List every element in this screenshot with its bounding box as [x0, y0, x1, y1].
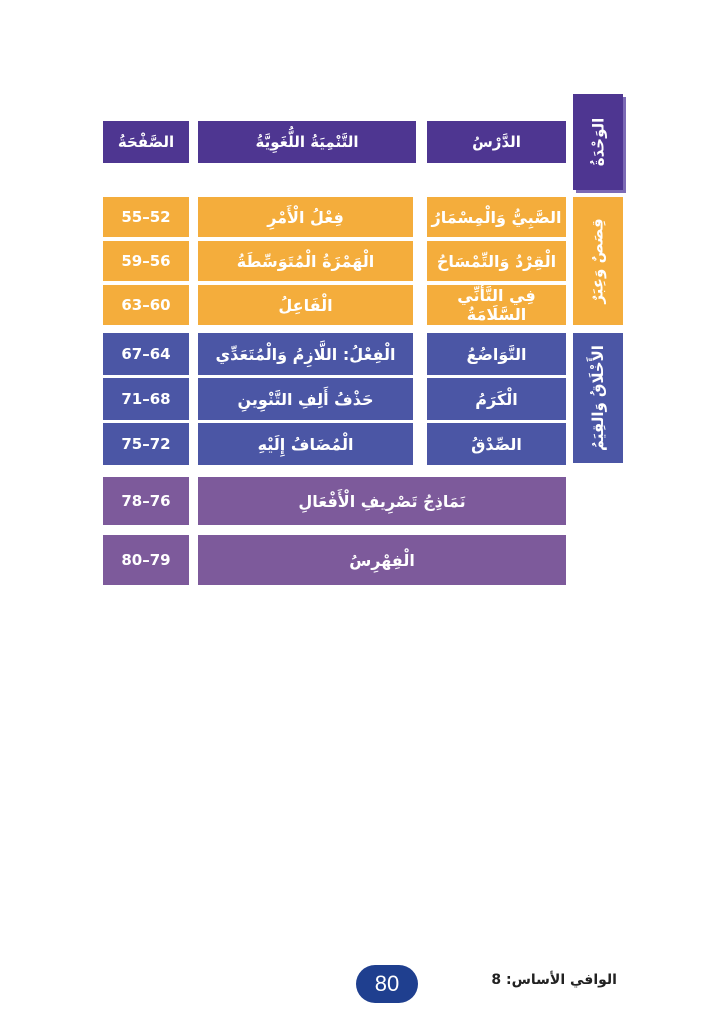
- unit-morals-label: الأَخْلَاقُ وَالقِيَمُ: [589, 345, 607, 451]
- lesson-cell: فِي التَّأَنِّي السَّلَامَةُ: [427, 285, 566, 325]
- page-cell: 78–76: [103, 477, 189, 525]
- page-cell: 59–56: [103, 241, 189, 281]
- language-cell: الْمُضَافُ إِلَيْهِ: [198, 423, 413, 465]
- book-label: الوافي الأساس: 8: [491, 972, 617, 988]
- unit-header-label: الوَحْدَةُ: [588, 117, 607, 167]
- language-header: التَّنْمِيَةُ اللُّغَوِيَّةُ: [198, 121, 416, 163]
- unit-header: [573, 94, 623, 190]
- language-cell: حَذْفُ أَلِفِ التَّنْوِينِ: [198, 378, 413, 420]
- verb-models-cell: نَمَاذِجُ تَصْرِيفِ الْأَفْعَالِ: [198, 477, 566, 525]
- page-cell: 63–60: [103, 285, 189, 325]
- page-cell: 75–72: [103, 423, 189, 465]
- lesson-cell: الْكَرَمُ: [427, 378, 566, 420]
- page-cell: 55–52: [103, 197, 189, 237]
- language-cell: الْهَمْزَةُ الْمُتَوَسِّطَةُ: [198, 241, 413, 281]
- language-cell: الْفِعْلُ: اللَّازِمُ وَالْمُتَعَدِّي: [198, 333, 413, 375]
- unit-morals: [573, 333, 623, 463]
- page-number-badge: 80: [356, 965, 418, 1003]
- page-cell: 67–64: [103, 333, 189, 375]
- unit-stories: [573, 197, 623, 325]
- page-cell: 71–68: [103, 378, 189, 420]
- lesson-cell: التَّوَاضُعُ: [427, 333, 566, 375]
- language-cell: فِعْلُ الْأَمْرِ: [198, 197, 413, 237]
- unit-stories-label: قِصَصٌ وَعِبَرٌ: [589, 218, 607, 304]
- lesson-cell: الصِّدْقُ: [427, 423, 566, 465]
- lesson-cell: الصَّبِيُّ وَالْمِسْمَارُ: [427, 197, 566, 237]
- page-cell: 80–79: [103, 535, 189, 585]
- language-cell: الْفَاعِلُ: [198, 285, 413, 325]
- index-cell: الْفِهْرِسُ: [198, 535, 566, 585]
- page-header: الصَّفْحَةُ: [103, 121, 189, 163]
- lesson-header: الدَّرْسُ: [427, 121, 566, 163]
- lesson-cell: الْقِرْدُ وَالتِّمْسَاحُ: [427, 241, 566, 281]
